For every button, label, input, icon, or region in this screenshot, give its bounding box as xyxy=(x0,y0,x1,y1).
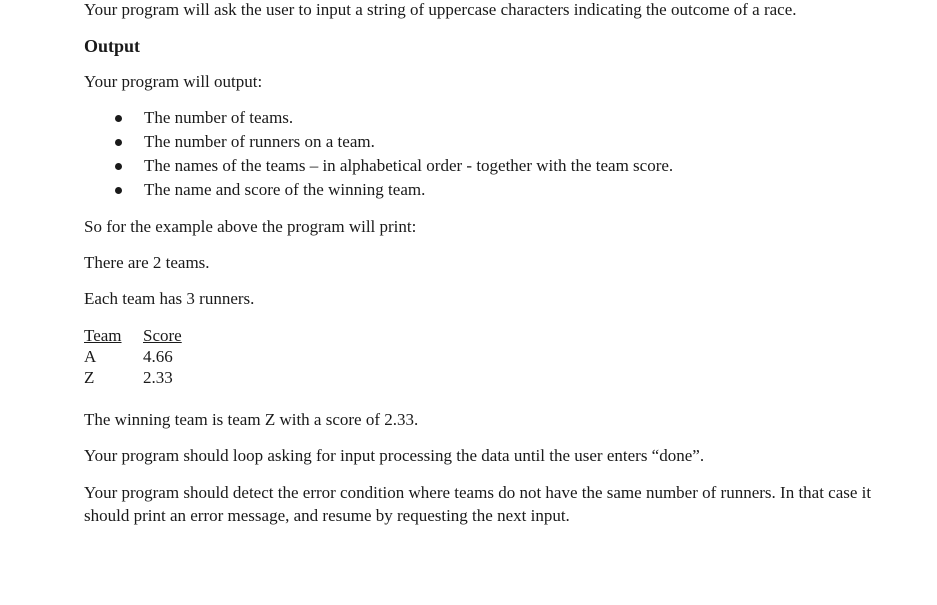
error-condition-paragraph: Your program should detect the error condition where teams do not have the same number of runners. In that case it should print an error message, and resume by requesting the next input. xyxy=(84,483,872,525)
team-cell: A xyxy=(84,347,97,366)
score-cell: 2.33 xyxy=(143,368,173,387)
score-column-header: Score xyxy=(143,326,182,345)
bullet-text: The number of teams. xyxy=(144,108,294,127)
loop-instruction-text: Your program should loop asking for input processing the data until the user enters “done”. xyxy=(84,446,705,465)
bullet-item xyxy=(84,180,673,204)
winner-text: The winning team is team Z with a score of 2.33. xyxy=(84,410,419,429)
output-bullet-list xyxy=(84,108,673,204)
bullet-item xyxy=(84,156,673,180)
output-heading: Output xyxy=(84,36,141,56)
bullet-dot-icon xyxy=(115,163,122,170)
intro-text: Your program will ask the user to input a string of uppercase characters indicating the outcome of a race. xyxy=(84,0,797,19)
teams-count-text: There are 2 teams. xyxy=(84,253,210,272)
bullet-dot-icon xyxy=(115,139,122,146)
bullet-dot-icon xyxy=(115,115,122,122)
team-column-header: Team xyxy=(84,326,122,345)
output-lead-text: Your program will output: xyxy=(84,72,263,91)
bullet-item xyxy=(84,132,673,156)
bullet-item xyxy=(84,108,673,132)
bullet-text: The number of runners on a team. xyxy=(144,132,375,151)
team-cell: Z xyxy=(84,368,95,387)
bullet-text: The names of the teams – in alphabetical order - together with the team score. xyxy=(144,156,674,175)
runners-count-text: Each team has 3 runners. xyxy=(84,289,255,308)
example-intro-text: So for the example above the program will print: xyxy=(84,217,417,236)
bullet-dot-icon xyxy=(115,187,122,194)
bullet-text: The name and score of the winning team. xyxy=(144,180,426,199)
score-cell: 4.66 xyxy=(143,347,173,366)
